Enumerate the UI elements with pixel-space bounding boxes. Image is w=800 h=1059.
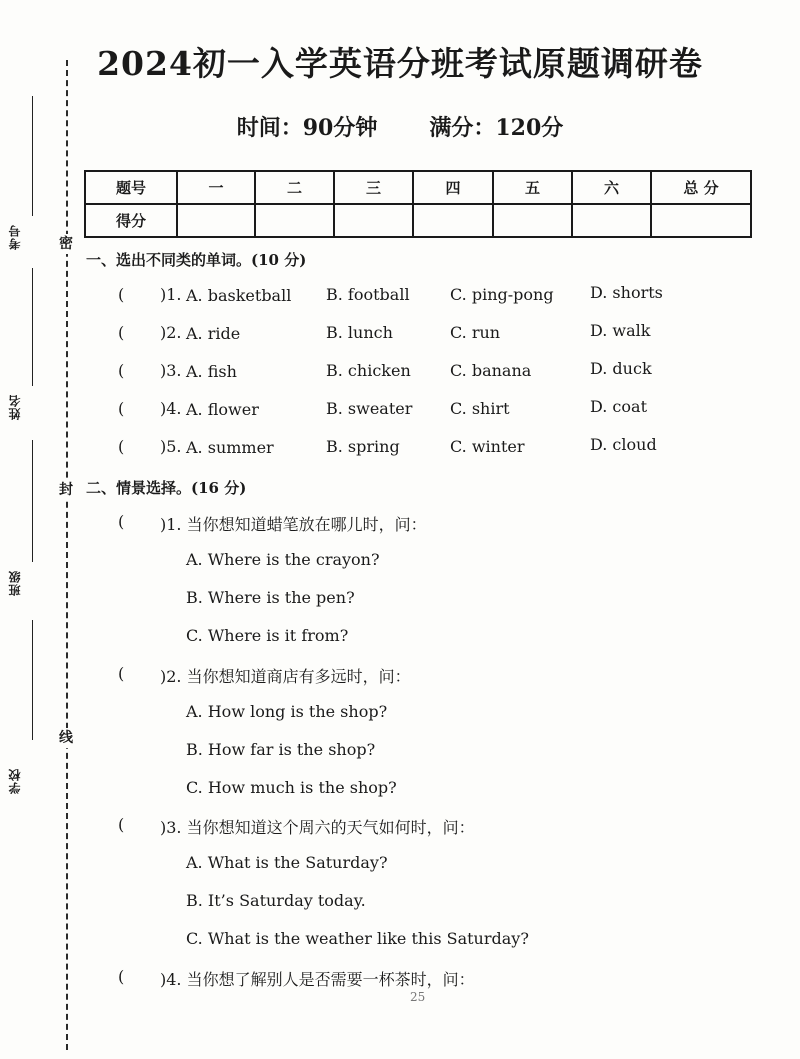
- option-b: B. sweater: [326, 399, 413, 418]
- name-label: 姓名: [8, 394, 22, 420]
- time-limit: 时间：90分钟: [236, 115, 378, 141]
- header-cell: 六: [572, 171, 651, 204]
- option-b: B. It’s Saturday today.: [186, 891, 366, 910]
- option-a: A. ride: [186, 324, 241, 343]
- option-b: B. Where is the pen?: [186, 588, 355, 607]
- answer-paren[interactable]: (: [118, 323, 125, 342]
- header-cell: 一: [177, 171, 255, 204]
- option-d: D. coat: [590, 397, 647, 416]
- header-cell: 二: [255, 171, 334, 204]
- option-c: C. ping-pong: [450, 285, 554, 304]
- option-b: B. chicken: [326, 361, 411, 380]
- option-a: A. fish: [186, 362, 237, 381]
- row-label: 得分: [85, 204, 177, 237]
- score-table-header-row: [85, 171, 751, 204]
- score-cell[interactable]: [177, 204, 255, 237]
- option-d: D. duck: [590, 359, 652, 378]
- page-title: 2024初一入学英语分班考试原题调研卷: [97, 44, 703, 83]
- answer-paren[interactable]: (: [118, 285, 125, 304]
- question-stem: )3. 当你想知道这个周六的天气如何时，问：: [160, 818, 475, 837]
- option-b: B. How far is the shop?: [186, 740, 376, 759]
- question-number: )5.: [160, 437, 182, 456]
- option-a: A. Where is the crayon?: [186, 550, 380, 569]
- binding-dashed-line: [66, 60, 68, 1050]
- school-line[interactable]: [32, 620, 33, 740]
- option-c: C. Where is it from?: [186, 626, 349, 645]
- header-cell: 题号: [85, 171, 177, 204]
- exam-info: [0, 111, 800, 142]
- answer-paren[interactable]: (: [118, 512, 125, 531]
- section1-heading: 一、选出不同类的单词。(10 分): [86, 251, 307, 269]
- section2-heading: 二、情景选择。(16 分): [86, 479, 247, 497]
- question-number: )2.: [160, 323, 182, 342]
- score-table: [84, 170, 752, 238]
- answer-paren[interactable]: (: [118, 399, 125, 418]
- question-stem: )2. 当你想知道商店有多远时，问：: [160, 667, 411, 686]
- answer-paren[interactable]: (: [118, 361, 125, 380]
- class-label: 班级: [8, 570, 22, 596]
- header-cell: 四: [413, 171, 493, 204]
- option-d: D. shorts: [590, 283, 663, 302]
- question-stem: )1. 当你想知道蜡笔放在哪儿时，问：: [160, 515, 427, 534]
- option-c: C. banana: [450, 361, 532, 380]
- option-a: A. How long is the shop?: [186, 702, 388, 721]
- score-cell[interactable]: [651, 204, 751, 237]
- name-line[interactable]: [32, 268, 33, 386]
- score-cell[interactable]: [493, 204, 572, 237]
- option-a: A. basketball: [186, 286, 292, 305]
- answer-paren[interactable]: (: [118, 815, 125, 834]
- class-line[interactable]: [32, 440, 33, 562]
- header-cell: 总 分: [651, 171, 751, 204]
- option-a: A. flower: [186, 400, 259, 419]
- school-label: 学校: [8, 768, 22, 794]
- option-c: C. How much is the shop?: [186, 778, 397, 797]
- option-c: C. run: [450, 323, 501, 342]
- seal-char-mi: 密: [56, 234, 76, 254]
- score-cell[interactable]: [255, 204, 334, 237]
- answer-paren[interactable]: (: [118, 437, 125, 456]
- question-stem: )4. 当你想了解别人是否需要一杯茶时，问：: [160, 970, 475, 989]
- option-a: A. summer: [186, 438, 274, 457]
- score-cell[interactable]: [572, 204, 651, 237]
- option-b: B. spring: [326, 437, 400, 456]
- option-c: C. winter: [450, 437, 525, 456]
- option-c: C. shirt: [450, 399, 510, 418]
- seal-char-feng: 封: [56, 480, 76, 500]
- question-number: )4.: [160, 399, 182, 418]
- answer-paren[interactable]: (: [118, 664, 125, 683]
- question-number: )1.: [160, 285, 182, 304]
- question-number: )3.: [160, 361, 182, 380]
- option-b: B. football: [326, 285, 410, 304]
- answer-paren[interactable]: (: [118, 967, 125, 986]
- score-cell[interactable]: [413, 204, 493, 237]
- option-a: A. What is the Saturday?: [186, 853, 388, 872]
- option-d: D. walk: [590, 321, 651, 340]
- header-cell: 五: [493, 171, 572, 204]
- full-score: 满分：120分: [429, 115, 564, 141]
- seal-char-xian: 线: [56, 728, 76, 748]
- option-b: B. lunch: [326, 323, 393, 342]
- option-c: C. What is the weather like this Saturday?: [186, 929, 529, 948]
- score-table-score-row: [85, 204, 751, 237]
- header-cell: 三: [334, 171, 413, 204]
- exam-number-label: 考号: [8, 224, 22, 250]
- page-number: 25: [410, 990, 426, 1004]
- option-d: D. cloud: [590, 435, 657, 454]
- score-cell[interactable]: [334, 204, 413, 237]
